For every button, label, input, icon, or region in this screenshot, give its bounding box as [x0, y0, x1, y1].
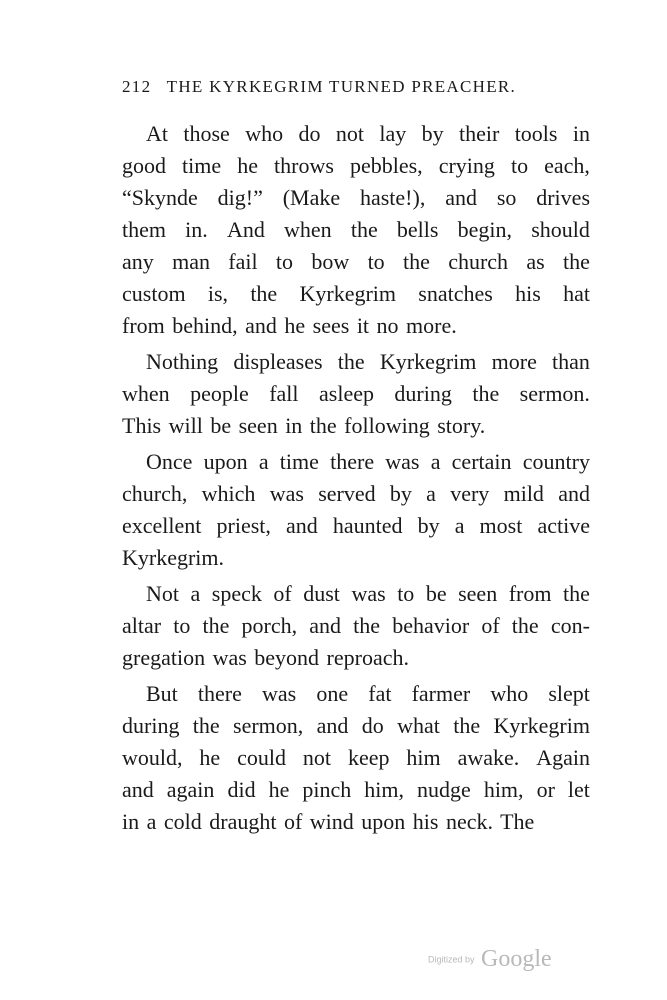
text-line: Not a speck of dust was to be seen from the — [146, 581, 590, 606]
text-line: church, which was served by a very mild and — [122, 481, 590, 506]
body-text — [122, 118, 590, 838]
running-head — [122, 77, 542, 97]
text-line: in a cold draught of wind upon his neck. The — [122, 809, 535, 834]
text-line: when people fall asleep during the sermon. — [122, 381, 590, 406]
text-line: custom is, the Kyrkegrim snatches his hat — [122, 281, 590, 306]
text-line: Once upon a time there was a certain country — [146, 449, 590, 474]
watermark-prefix: Digitized by — [428, 954, 475, 965]
text-line: Nothing displeases the Kyrkegrim more than — [146, 349, 590, 374]
text-line: At those who do not lay by their tools in — [146, 121, 590, 146]
paragraph — [122, 118, 590, 342]
text-line: from behind, and he sees it no more. — [122, 313, 457, 338]
digitized-watermark — [428, 946, 552, 973]
text-line: excellent priest, and haunted by a most active — [122, 513, 590, 538]
text-line: them in. And when the bells begin, should — [122, 217, 590, 242]
paragraph — [122, 346, 590, 442]
text-line: would, he could not keep him awake. Again — [122, 745, 590, 770]
page-number: 212 — [122, 77, 152, 96]
paragraph — [122, 678, 590, 838]
text-line: and again did he pinch him, nudge him, or let — [122, 777, 590, 802]
text-line: gregation was beyond reproach. — [122, 645, 410, 670]
watermark-brand: Google — [480, 946, 552, 972]
text-line: But there was one fat farmer who slept — [146, 681, 590, 706]
text-line: during the sermon, and do what the Kyrkegrim — [122, 713, 590, 738]
running-title: THE KYRKEGRIM TURNED PREACHER. — [166, 77, 517, 96]
text-line: good time he throws pebbles, crying to each, — [122, 153, 590, 178]
text-line: “Skynde dig!” (Make haste!), and so drives — [122, 185, 590, 210]
paragraph — [122, 446, 590, 574]
text-line: This will be seen in the following story. — [122, 413, 486, 438]
paragraph — [122, 578, 590, 674]
text-line: altar to the porch, and the behavior of the con- — [122, 613, 590, 638]
text-line: any man fail to bow to the church as the — [122, 249, 590, 274]
text-line: Kyrkegrim. — [122, 545, 225, 570]
